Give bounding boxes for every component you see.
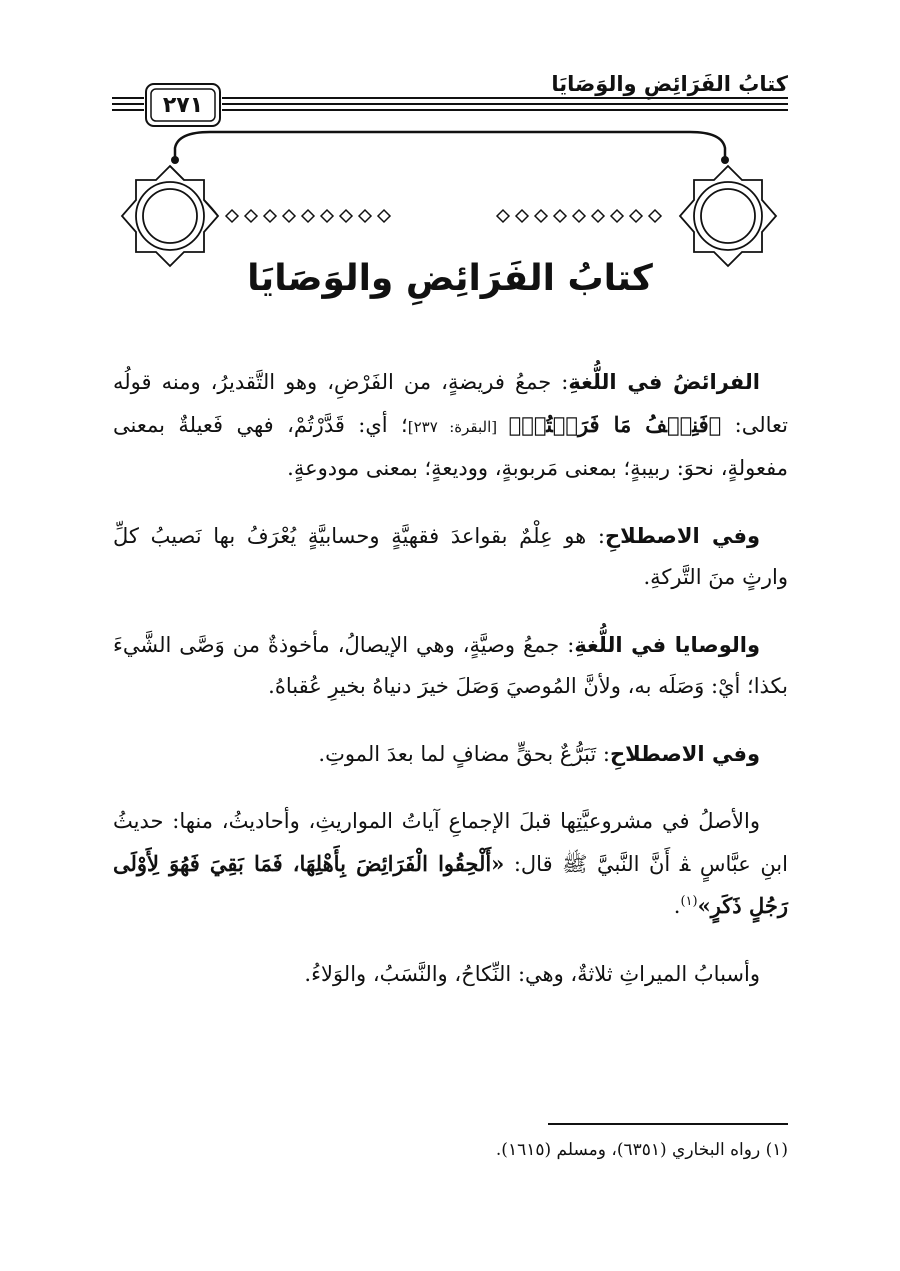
paragraph-text: : جمعُ فريضةٍ، من الفَرْضِ، وهو التَّقديرُ، ومنه قولُه تعالى: [113, 370, 788, 437]
footnote-marker: (١) [680, 894, 698, 909]
diamond-chain-left [226, 210, 390, 222]
paragraph-asl [113, 801, 788, 928]
paragraph-asbab [113, 954, 788, 996]
running-header-title: كتابُ الفَرَائِضِ والوَصَايَا [551, 72, 788, 96]
paragraph-text: . [673, 894, 681, 918]
right-medallion [680, 166, 776, 266]
quran-reference: [البقرة: ٢٣٧] [407, 417, 509, 436]
quran-quote: ﴿فَنِصۡفُ مَا فَرَضۡتُمۡ﴾ [508, 411, 722, 437]
paragraph-wasaya-istilah [113, 734, 788, 776]
term-wasaya-lugha: والوصايا في اللُّغةِ [574, 632, 760, 657]
footnote: (١) رواه البخاري (٦٣٥١)، ومسلم (١٦١٥). [495, 1140, 788, 1160]
body-text [113, 362, 788, 995]
paragraph-text: وأسبابُ الميراثِ ثلاثةٌ، وهي: النِّكاحُ، والنَّسَبُ، والوَلاءُ. [304, 961, 760, 986]
paragraph-wasaya-lugha [113, 625, 788, 708]
paragraph-text: ؛ أي: قَدَّرْتُمْ، فهي فَعيلةٌ بمعنى مفعولةٍ، نحوَ: ربيبةٍ؛ بمعنى مَربوبةٍ، ووديعةٍ؛ بمعنى مودوعةٍ. [113, 412, 788, 480]
term-istilah: وفي الاصطلاحِ [604, 523, 761, 548]
hadith-quote: «أَلْحِقُوا الْفَرَائِضَ بِأَهْلِهَا، فَمَا بَقِيَ فَهُوَ لِأَوْلَى رَجُلٍ ذَكَرٍ» [113, 850, 788, 918]
paragraph-faraid-istilah [113, 516, 788, 599]
footnote-divider [548, 1123, 788, 1125]
paragraph-text: : هو عِلْمٌ بقواعدَ فقهيَّةٍ وحسابيَّةٍ يُعْرَفُ بها نَصيبُ كلِّ وارثٍ منَ التَّركةِ. [113, 523, 788, 589]
header-ornament [0, 0, 900, 300]
left-medallion [122, 166, 218, 266]
chapter-title: كتابُ الفَرَائِضِ والوَصَايَا [247, 258, 653, 299]
paragraph-text: : تَبَرُّعٌ بحقٍّ مضافٍ لما بعدَ الموتِ. [318, 741, 610, 766]
page-number: ٢٧١ [162, 92, 204, 118]
paragraph-faraid-lugha [113, 362, 788, 490]
term-faraid-lugha: الفرائضُ في اللُّغةِ [568, 370, 761, 394]
term-istilah: وفي الاصطلاحِ [609, 741, 760, 766]
paragraph-text: : جمعُ وصيَّةٍ، وهي الإيصالُ، مأخوذةٌ من وَصَّى الشَّيءَ بكذا؛ أيْ: وَصَلَه به، ولأنَّ المُوصيَ وَصَلَ خيرَ دنياهُ بخيرِ عُقباهُ. [113, 632, 788, 698]
diamond-chain-right [497, 210, 661, 222]
paragraph-text: والأصلُ في مشروعيَّتِها قبلَ الإجماعِ آياتُ المواريثِ، وأحاديثُ، منها: حديثُ ابنِ عبَّاسٍ ﭭ أَنَّ النَّبيَّ ﷺ قال: [113, 809, 788, 876]
